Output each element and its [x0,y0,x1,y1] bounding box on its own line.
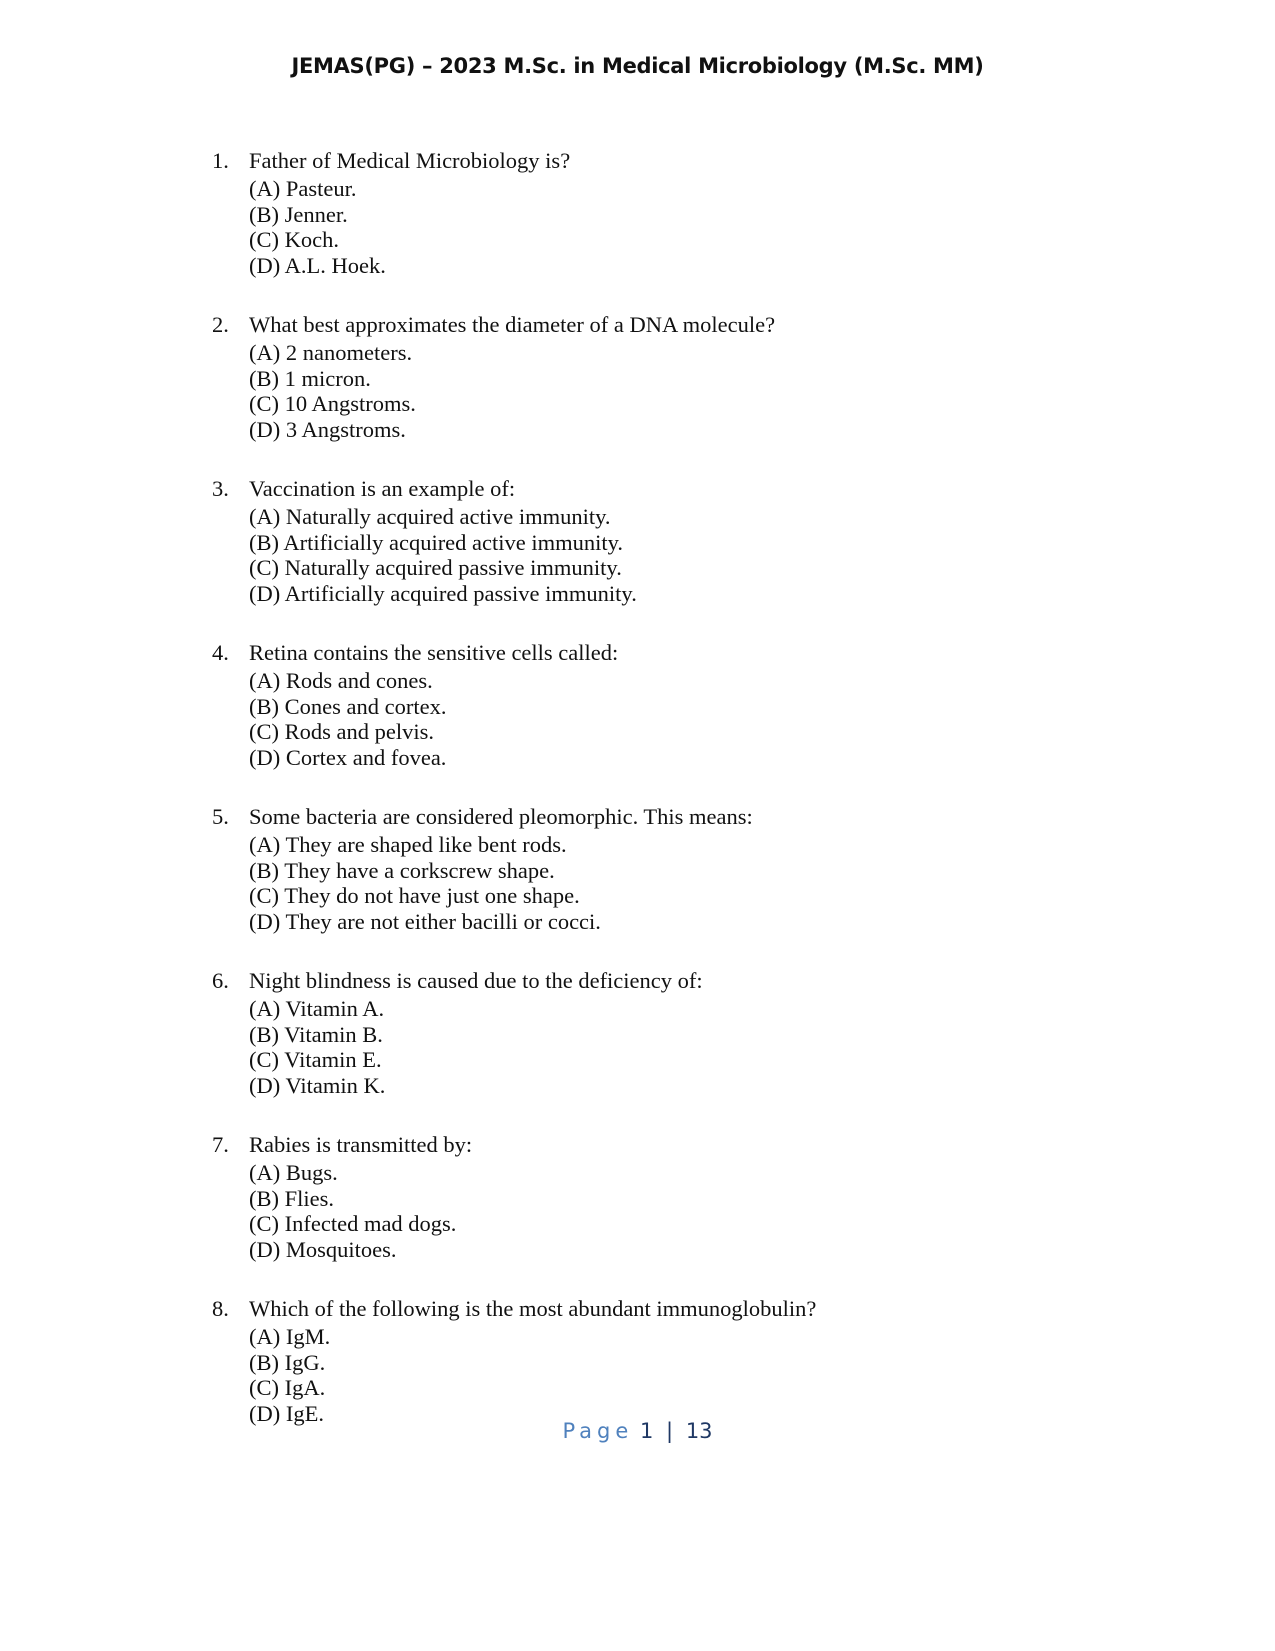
option-d: (D) A.L. Hoek. [249,252,386,278]
option-c: (C) Infected mad dogs. [249,1211,457,1236]
question-6 [212,966,1112,1098]
question-text: Which of the following is the most abundant immunoglobulin? [249,1296,817,1321]
question-text: Father of Medical Microbiology is? [249,148,571,173]
option-c: (C) Naturally acquired passive immunity. [249,555,622,580]
option-d: (D) Artificially acquired passive immunity. [249,580,637,606]
question-text: What best approximates the diameter of a DNA molecule? [249,312,776,337]
option-list [212,1160,1112,1262]
page-footer [0,1419,1275,1443]
option-b: (B) They have a corkscrew shape. [249,857,555,883]
question-8 [212,1294,1112,1426]
question-5 [212,802,1112,934]
option-list [212,832,1112,934]
option-a: (A) Naturally acquired active immunity. [249,504,611,529]
option-list [212,340,1112,442]
question-text: Retina contains the sensitive cells called: [249,640,619,665]
question-number: 3. [212,476,229,501]
question-text: Some bacteria are considered pleomorphic. This means: [249,804,753,829]
page-separator: | [666,1419,674,1443]
option-b: (B) 1 micron. [249,365,371,391]
option-a: (A) Vitamin A. [249,996,385,1021]
option-c: (C) IgA. [249,1375,326,1400]
question-text: Vaccination is an example of: [249,476,516,501]
question-text: Rabies is transmitted by: [249,1132,473,1157]
question-number: 8. [212,1296,229,1321]
option-a: (A) IgM. [249,1324,331,1349]
option-c: (C) 10 Angstroms. [249,391,416,416]
option-d: (D) 3 Angstroms. [249,416,406,442]
option-list [212,504,1112,606]
page-number: 1 [639,1419,654,1443]
option-b: (B) IgG. [249,1349,326,1375]
document-title: JEMAS(PG) – 2023 M.Sc. in Medical Microbiology (M.Sc. MM) [291,54,984,78]
option-b: (B) Jenner. [249,201,348,227]
option-b: (B) Cones and cortex. [249,693,447,719]
option-a: (A) Bugs. [249,1160,338,1185]
question-3 [212,474,1112,606]
option-c: (C) Rods and pelvis. [249,719,434,744]
option-d: (D) IgE. [249,1400,324,1426]
option-c: (C) Koch. [249,227,339,252]
total-pages: 13 [685,1419,713,1443]
option-a: (A) Pasteur. [249,176,357,201]
question-number: 2. [212,312,229,337]
option-b: (B) Vitamin B. [249,1021,383,1047]
option-b: (B) Flies. [249,1185,335,1211]
question-number: 6. [212,968,229,993]
question-number: 1. [212,148,229,173]
option-d: (D) Cortex and fovea. [249,744,447,770]
option-c: (C) Vitamin E. [249,1047,382,1072]
page-label: Page [562,1419,634,1443]
option-a: (A) 2 nanometers. [249,340,413,365]
question-4 [212,638,1112,770]
option-d: (D) Mosquitoes. [249,1236,397,1262]
option-c: (C) They do not have just one shape. [249,883,580,908]
question-1 [212,146,1112,278]
question-7 [212,1130,1112,1262]
option-list [212,668,1112,770]
option-a: (A) Rods and cones. [249,668,433,693]
option-d: (D) Vitamin K. [249,1072,386,1098]
option-list [212,1324,1112,1426]
option-d: (D) They are not either bacilli or cocci. [249,908,601,934]
question-text: Night blindness is caused due to the deficiency of: [249,968,703,993]
option-list [212,176,1112,278]
question-number: 4. [212,640,229,665]
question-number: 7. [212,1132,229,1157]
question-list [212,146,1112,1458]
option-a: (A) They are shaped like bent rods. [249,832,567,857]
question-number: 5. [212,804,229,829]
question-2 [212,310,1112,442]
option-b: (B) Artificially acquired active immunity. [249,529,624,555]
option-list [212,996,1112,1098]
